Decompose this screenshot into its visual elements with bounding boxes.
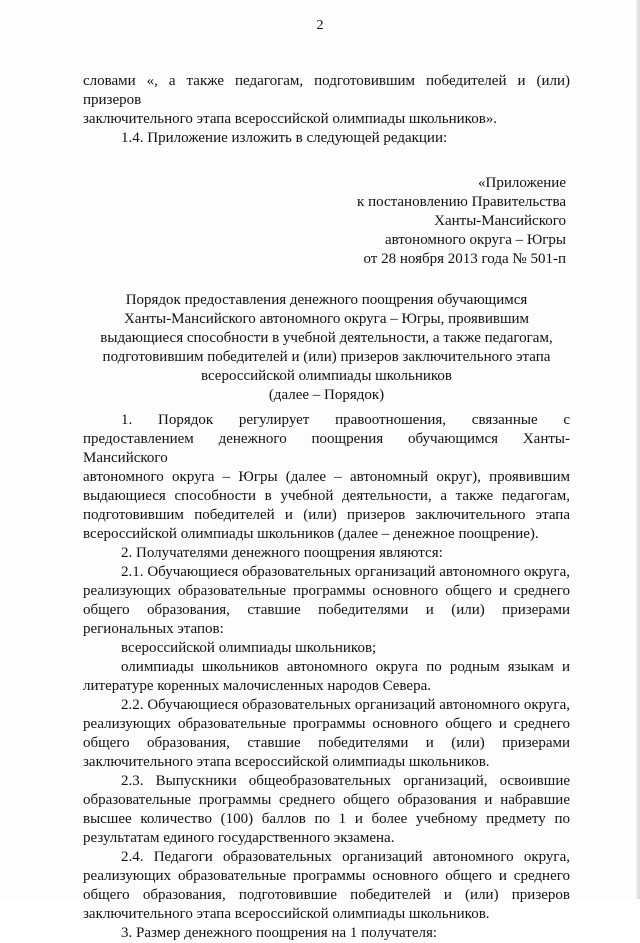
paragraph-2-1-b-line-1: олимпиады школьников автономного округа по родным языкам и	[121, 659, 570, 675]
title-line-2: Ханты-Мансийского автономного округа – Югры, проявившим	[123, 311, 530, 327]
paragraph-2-3-line-2: образовательные программы среднего общего образования и набравшие	[83, 792, 570, 808]
paragraph-2-4-line-1: 2.4. Педагоги образовательных организаций автономного округа,	[121, 849, 570, 865]
appendix-line-1: «Приложение	[477, 175, 566, 191]
title-line-6: (далее – Порядок)	[268, 387, 385, 403]
title-line-4: подготовившим победителей и (или) призеров заключительного этапа	[102, 349, 551, 365]
paragraph-2-4	[83, 848, 570, 924]
paragraph-2-4-line-4: заключительного этапа всероссийской олимпиады школьников.	[83, 906, 490, 922]
item-1-4: 1.4. Приложение изложить в следующей редакции:	[121, 130, 448, 146]
paragraph-1-line-5: подготовившим победителей и (или) призеров заключительного этапа	[83, 507, 570, 523]
paragraph-1-line-2: предоставлением денежного поощрения обучающимся Ханты-Мансийского	[83, 431, 570, 466]
paragraph-2: 2. Получателями денежного поощрения являются:	[121, 545, 443, 561]
paragraph-2-1-line-1: 2.1. Обучающиеся образовательных организаций автономного округа,	[121, 564, 570, 580]
title-line-1: Порядок предоставления денежного поощрения обучающимся	[125, 292, 528, 308]
intro-line-2: заключительного этапа всероссийской олимпиады школьников».	[83, 111, 498, 127]
paragraph-2-1-line-3: общего образования, ставшие победителями и (или) призерами	[83, 602, 570, 618]
appendix-line-2: к постановлению Правительства	[357, 194, 566, 210]
paragraph-2-2-line-3: общего образования, ставшие победителями и (или) призерами	[83, 735, 570, 751]
document-content	[83, 72, 570, 943]
paragraph-2-2	[83, 696, 570, 772]
title-line-5: всероссийской олимпиады школьников	[200, 368, 453, 384]
appendix-line-4: автономного округа – Югры	[384, 232, 566, 248]
paragraph-2-4-line-2: реализующих образовательные программы основного общего и среднего	[83, 868, 570, 884]
paragraph-2-2-line-2: реализующих образовательные программы основного общего и среднего	[83, 716, 570, 732]
paragraph-1-line-3: автономного округа – Югры (далее – автономный округ), проявившим	[83, 469, 570, 485]
paragraph-2-1	[83, 563, 570, 639]
title-line-3: выдающиеся способности в учебной деятельности, а также педагогам,	[100, 330, 553, 346]
paragraph-2-1-b-line-2: литературе коренных малочисленных народов Севера.	[83, 678, 431, 694]
paragraph-2-1-a: всероссийской олимпиады школьников;	[121, 640, 377, 656]
paragraph-3: 3. Размер денежного поощрения на 1 получателя:	[121, 925, 438, 941]
paragraph-2-2-line-4: заключительного этапа всероссийской олимпиады школьников.	[83, 754, 490, 770]
paragraph-1	[83, 411, 570, 544]
paragraph-1-line-4: выдающиеся способности в учебной деятельности, а также педагогам,	[83, 488, 570, 504]
paragraph-2-3-line-3: высшее количество (100) баллов по 1 и более учебному предмету по	[83, 811, 570, 827]
paragraph-2-2-line-1: 2.2. Обучающиеся образовательных организаций автономного округа,	[121, 697, 570, 713]
paragraph-2-1-line-2: реализующих образовательные программы основного общего и среднего	[83, 583, 570, 599]
paragraph-2-3-line-4: результатам единого государственного экзамена.	[83, 830, 395, 846]
appendix-line-5: от 28 ноября 2013 года № 501-п	[363, 251, 566, 267]
paragraph-1-line-1: 1. Порядок регулирует правоотношения, связанные с	[121, 412, 570, 428]
appendix-reference	[83, 174, 570, 269]
paragraph-2-3	[83, 772, 570, 848]
paragraph-1-line-6: всероссийской олимпиады школьников (далее – денежное поощрение).	[83, 526, 539, 542]
paragraph-2-3-line-1: 2.3. Выпускники общеобразовательных организаций, освоившие	[121, 773, 570, 789]
document-title	[83, 291, 570, 405]
intro-line-1: словами «, а также педагогам, подготовившим победителей и (или) призеров	[83, 73, 570, 108]
scan-edge	[636, 0, 640, 899]
paragraph-2-1-b	[83, 658, 570, 696]
paragraph-2-4-line-3: общего образования, подготовившие победителей и (или) призеров	[83, 887, 570, 903]
page-number: 2	[316, 18, 324, 33]
paragraph-2-1-line-4: региональных этапов:	[83, 621, 224, 637]
appendix-line-3: Ханты-Мансийского	[434, 213, 566, 229]
